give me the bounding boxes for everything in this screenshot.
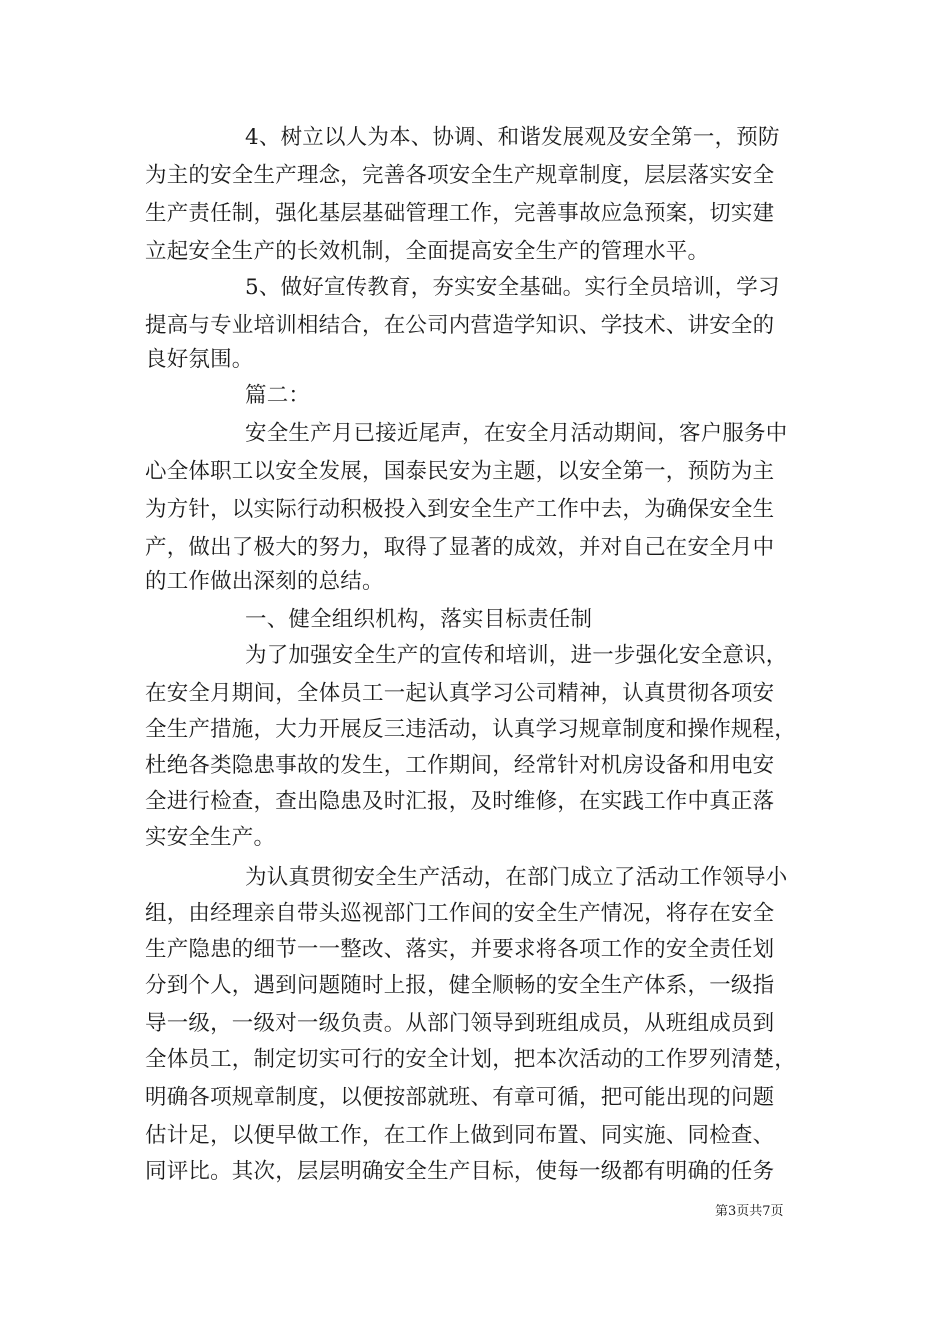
text-line-13: 的工作做出深刻的总结。 bbox=[145, 569, 384, 594]
section-heading-part-two: 篇二： bbox=[245, 383, 311, 408]
text-line-28: 估计足，以便早做工作，在工作上做到同布置、同实施、同检查、 bbox=[145, 1123, 775, 1148]
text-line-26: 全体员工，制定切实可行的安全计划，把本次活动的工作罗列清楚， bbox=[145, 1047, 797, 1072]
text-line-25: 导一级，一级对一级负责。从部门领导到班组成员，从班组成员到 bbox=[145, 1011, 775, 1036]
text-line-20: 实安全生产。 bbox=[145, 825, 276, 850]
text-line-3: 生产责任制，强化基层基础管理工作，完善事故应急预案，切实建 bbox=[145, 201, 775, 226]
text-line-22: 组，由经理亲自带头巡视部门工作间的安全生产情况，将存在安全 bbox=[145, 901, 775, 926]
text-line-1: 4、树立以人为本、协调、和谐发展观及安全第一，预防 bbox=[245, 125, 780, 150]
text-line-6: 提高与专业培训相结合，在公司内营造学知识、学技术、讲安全的 bbox=[145, 313, 775, 338]
text-line-2: 为主的安全生产理念，完善各项安全生产规章制度，层层落实安全 bbox=[145, 163, 775, 188]
text-line-17: 全生产措施，大力开展反三违活动，认真学习规章制度和操作规程， bbox=[145, 717, 797, 742]
text-line-12: 产，做出了极大的努力，取得了显著的成效，并对自己在安全月中 bbox=[145, 535, 775, 560]
text-line-27: 明确各项规章制度，以便按部就班、有章可循，把可能出现的问题 bbox=[145, 1085, 775, 1110]
text-line-18: 杜绝各类隐患事故的发生，工作期间，经常针对机房设备和用电安 bbox=[145, 753, 775, 778]
text-line-21: 为认真贯彻安全生产活动，在部门成立了活动工作领导小 bbox=[245, 865, 788, 890]
text-line-15: 为了加强安全生产的宣传和培训，进一步强化安全意识， bbox=[245, 643, 788, 668]
text-line-19: 全进行检查，查出隐患及时汇报，及时维修，在实践工作中真正落 bbox=[145, 789, 775, 814]
text-line-10: 心全体职工以安全发展，国泰民安为主题，以安全第一，预防为主 bbox=[145, 459, 775, 484]
text-line-11: 为方针，以实际行动积极投入到安全生产工作中去，为确保安全生 bbox=[145, 497, 775, 522]
text-line-5: 5、做好宣传教育，夯实安全基础。实行全员培训，学习 bbox=[245, 275, 780, 300]
text-line-23: 生产隐患的细节一一整改、落实，并要求将各项工作的安全责任划 bbox=[145, 937, 775, 962]
page-number-footer: 第3页共7页 bbox=[715, 1204, 784, 1219]
section-heading-1: 一、健全组织机构，落实目标责任制 bbox=[245, 607, 593, 632]
text-line-29: 同评比。其次，层层明确安全生产目标，使每一级都有明确的任务 bbox=[145, 1159, 775, 1184]
text-line-16: 在安全月期间，全体员工一起认真学习公司精神，认真贯彻各项安 bbox=[145, 681, 775, 706]
text-line-7: 良好氛围。 bbox=[145, 347, 254, 372]
text-line-24: 分到个人，遇到问题随时上报，健全顺畅的安全生产体系，一级指 bbox=[145, 973, 775, 998]
text-line-9: 安全生产月已接近尾声，在安全月活动期间，客户服务中 bbox=[245, 421, 788, 446]
text-line-4: 立起安全生产的长效机制，全面提高安全生产的管理水平。 bbox=[145, 239, 710, 264]
